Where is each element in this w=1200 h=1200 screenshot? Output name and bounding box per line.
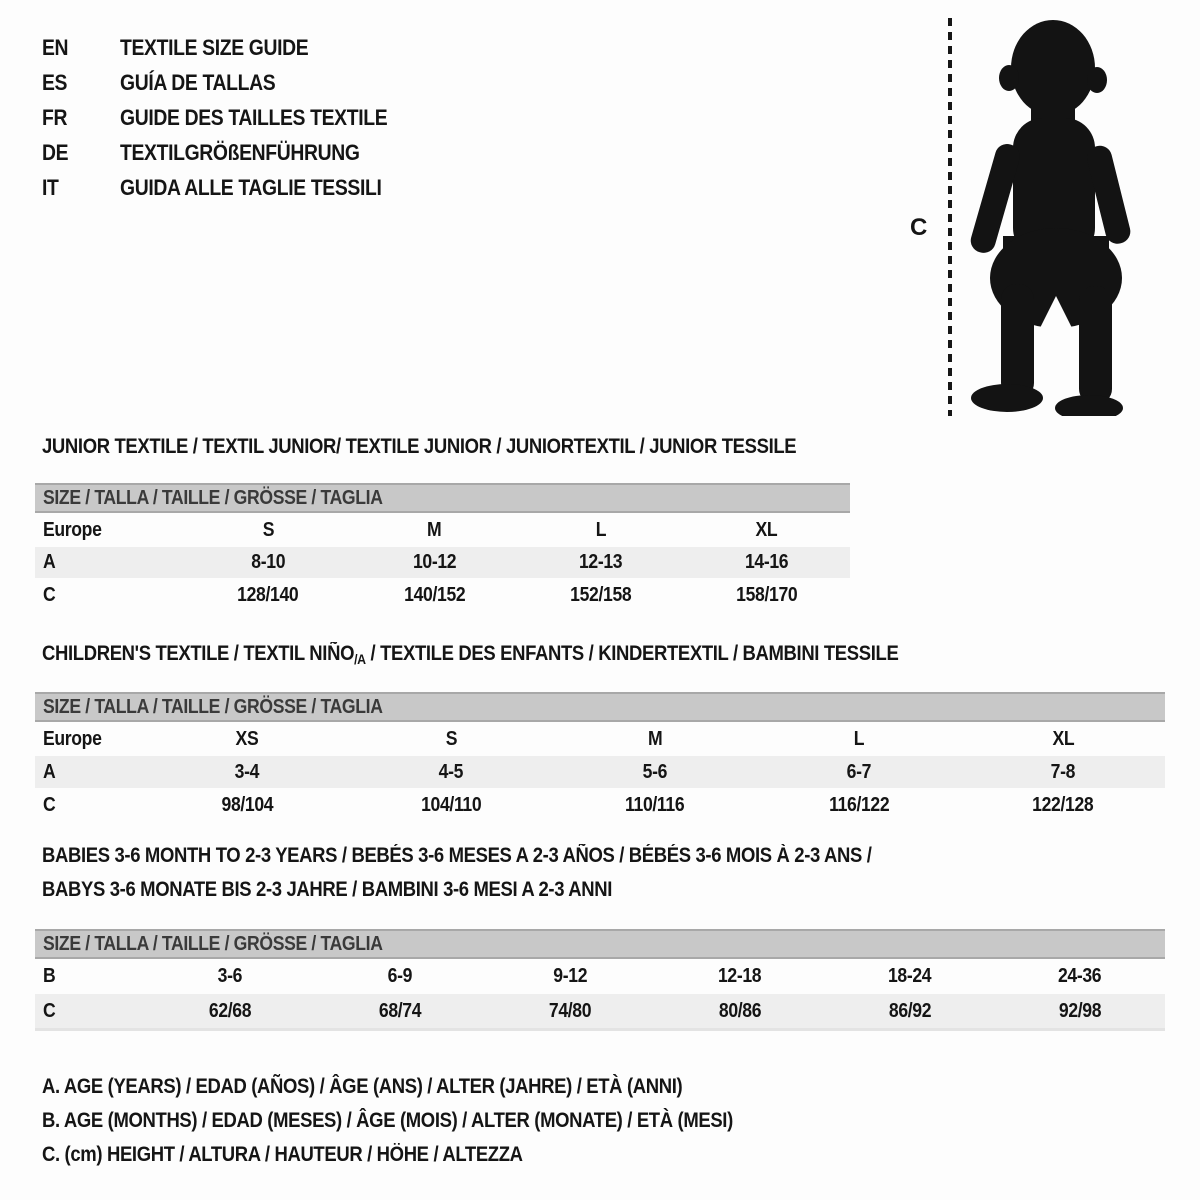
height-cell: 152/158 — [570, 583, 632, 606]
age-cell: 8-10 — [251, 551, 286, 573]
row-label: C — [43, 583, 56, 606]
height-cell: 128/140 — [237, 583, 299, 606]
babies-row-height — [35, 994, 1165, 1028]
language-code: ES — [42, 69, 68, 95]
children-row-europe — [35, 722, 1165, 756]
row-label: C — [43, 999, 56, 1022]
junior-section-heading: JUNIOR TEXTILE / TEXTIL JUNIOR/ TEXTILE JUNIOR / JUNIORTEXTIL / JUNIOR TESSILE — [42, 435, 797, 458]
language-row-fr — [42, 100, 424, 135]
height-cell: 158/170 — [736, 583, 798, 606]
babies-size-table — [35, 929, 1165, 1031]
height-measure-label: C — [910, 214, 928, 241]
row-label: A — [43, 551, 56, 573]
age-cell: 6-7 — [846, 760, 872, 783]
language-title: GUIDE DES TAILLES TEXTILE — [120, 104, 388, 130]
age-cell: 12-18 — [718, 965, 762, 987]
age-cell: 24-36 — [1058, 965, 1102, 987]
height-cell: 116/122 — [828, 793, 890, 816]
babies-heading-line2: BABYS 3-6 MONATE BIS 2-3 JAHRE / BAMBINI 3-6 MESI A 2-3 ANNI — [42, 878, 612, 901]
height-cell: 110/116 — [625, 793, 685, 816]
size-cell: S — [262, 518, 274, 541]
age-cell: 6-9 — [387, 965, 413, 987]
age-cell: 18-24 — [888, 965, 932, 987]
children-row-age — [35, 756, 1165, 788]
babies-size-header-bar — [35, 929, 1165, 959]
language-title: GUÍA DE TALLAS — [120, 69, 276, 95]
height-cell: 80/86 — [718, 999, 762, 1022]
height-cell: 74/80 — [548, 999, 592, 1022]
age-cell: 5-6 — [642, 760, 668, 783]
size-cell: XL — [755, 518, 778, 541]
language-title: GUIDA ALLE TAGLIE TESSILI — [120, 174, 382, 200]
legend-height-cm: C. (cm) HEIGHT / ALTURA / HAUTEUR / HÖHE / ALTEZZA — [42, 1143, 523, 1166]
row-label: B — [43, 965, 56, 987]
age-cell: 3-4 — [234, 760, 260, 783]
height-cell: 140/152 — [403, 583, 465, 606]
babies-heading-line1: BABIES 3-6 MONTH TO 2-3 YEARS / BEBÉS 3-6 MESES A 2-3 AÑOS / BÉBÉS 3-6 MOIS À 2-3 ANS / — [42, 844, 872, 867]
junior-size-table — [35, 483, 850, 612]
age-cell: 14-16 — [745, 551, 789, 573]
height-cell: 68/74 — [378, 999, 422, 1022]
language-code: DE — [42, 139, 69, 165]
size-cell: L — [853, 727, 865, 750]
language-row-en — [42, 30, 424, 65]
size-cell: L — [595, 518, 606, 541]
row-label: Europe — [43, 727, 102, 750]
size-cell: M — [427, 518, 442, 541]
row-label: C — [43, 793, 56, 816]
size-cell: XL — [1052, 727, 1074, 750]
age-cell: 7-8 — [1050, 760, 1076, 783]
height-measure-dashed-line — [948, 18, 952, 416]
size-header-label: SIZE / TALLA / TAILLE / GRÖSSE / TAGLIA — [43, 932, 383, 955]
height-cell: 98/104 — [221, 793, 273, 816]
age-cell: 4-5 — [438, 760, 464, 783]
children-section-heading: CHILDREN'S TEXTILE / TEXTIL NIÑO/A / TEXTILE DES ENFANTS / KINDERTEXTIL / BAMBINI TESSILE — [42, 642, 899, 667]
junior-row-height — [35, 578, 850, 612]
size-cell: M — [647, 727, 663, 750]
children-size-table — [35, 692, 1165, 822]
language-title-list — [42, 30, 424, 205]
size-header-label: SIZE / TALLA / TAILLE / GRÖSSE / TAGLIA — [43, 486, 383, 509]
language-row-de — [42, 135, 424, 170]
legend-age-years: A. AGE (YEARS) / EDAD (AÑOS) / ÂGE (ANS) / ALTER (JAHRE) / ETÀ (ANNI) — [42, 1075, 683, 1098]
row-label: Europe — [43, 518, 102, 541]
height-cell: 62/68 — [208, 999, 252, 1022]
language-row-it — [42, 170, 424, 205]
age-cell: 3-6 — [217, 965, 243, 987]
language-code: IT — [42, 174, 59, 200]
size-header-label: SIZE / TALLA / TAILLE / GRÖSSE / TAGLIA — [43, 695, 383, 718]
language-title: TEXTILGRÖßENFÜHRUNG — [120, 139, 360, 165]
row-label: A — [43, 760, 56, 783]
height-cell: 92/98 — [1058, 999, 1102, 1022]
height-cell: 122/128 — [1032, 793, 1094, 816]
junior-row-europe — [35, 513, 850, 547]
toddler-silhouette-image — [963, 16, 1141, 416]
legend-age-months: B. AGE (MONTHS) / EDAD (MESES) / ÂGE (MOIS) / ALTER (MONATE) / ETÀ (MESI) — [42, 1109, 733, 1132]
language-title: TEXTILE SIZE GUIDE — [120, 34, 309, 60]
size-cell: XS — [235, 727, 259, 750]
language-code: EN — [42, 34, 69, 60]
age-cell: 10-12 — [412, 551, 457, 573]
babies-section-heading — [42, 839, 985, 907]
size-cell: S — [445, 727, 457, 750]
height-cell: 104/110 — [420, 793, 482, 816]
height-cell: 86/92 — [888, 999, 932, 1022]
language-code: FR — [42, 104, 68, 130]
language-row-es — [42, 65, 424, 100]
age-cell: 12-13 — [578, 551, 623, 573]
junior-size-header-bar — [35, 483, 850, 513]
junior-row-age — [35, 547, 850, 578]
age-cell: 9-12 — [553, 965, 587, 987]
children-size-header-bar — [35, 692, 1165, 722]
children-row-height — [35, 788, 1165, 822]
heading-subscript: /A — [354, 651, 366, 667]
babies-row-age-months — [35, 959, 1165, 994]
